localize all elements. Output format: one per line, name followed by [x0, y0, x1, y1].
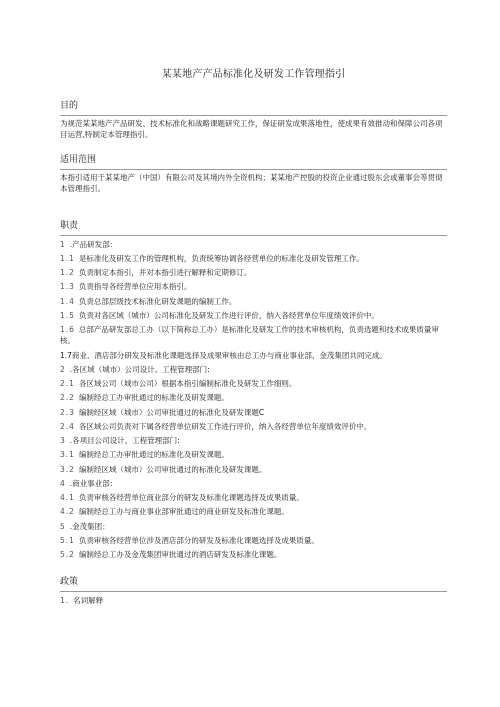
document-title: 某某地产产品标准化及研发工作管理指引 — [161, 69, 346, 80]
purpose-paragraph: 为规范某某地产产品研发、技术标准化和战略课题研究工作，保证研发成果落地性，使成果有效推动和保障公司各项目运营,特制定本管理指引。 — [60, 118, 443, 139]
list-item — [60, 478, 447, 489]
item-number: 4 — [60, 478, 66, 488]
item-text: 负责总部层级技术标准化研发课题的编制工作。 — [78, 296, 237, 306]
list-item — [60, 350, 447, 361]
item-number: 3.2 — [60, 464, 75, 474]
item-number: 1.1 — [60, 253, 75, 263]
item-text: 负责审核各经营单位商业部分的研发及标准化课题选择及成果质量。 — [78, 493, 304, 502]
item-number: 2.1 — [60, 379, 75, 388]
item-number: 1.2 — [60, 268, 75, 277]
section-heading-scope: 适用范围 — [60, 154, 447, 170]
item-number: 2.2 — [60, 393, 75, 403]
item-number: 1.5 — [60, 310, 75, 320]
section-heading-duties: 职责 — [60, 220, 447, 236]
item-number: 2.3 — [60, 407, 75, 417]
item-text: 编制经区域（城市）公司审批通过的标准化及研发课题C — [78, 407, 265, 417]
duties-list — [60, 239, 447, 561]
item-number: 4.2 — [60, 507, 75, 517]
item-text: 1.7商业、酒店部分研发及标准化课题选择及成果审核由总工办与商业事业部、金茂集团共同完成。 — [60, 350, 387, 360]
item-number: 1. — [60, 595, 70, 605]
section-heading-policy: 政策 — [60, 576, 447, 592]
list-item — [60, 296, 447, 307]
item-text: 负责审核各经营单位涉及酒店部分的研发及标准化课题选择及成果质量。 — [78, 535, 319, 545]
item-text: 负责制定本指引，并对本指引进行解释和定期修订。 — [78, 268, 252, 277]
list-item — [60, 392, 447, 403]
item-number: 5.2 — [60, 550, 75, 559]
item-text: 总部产品研发部总工办（以下简称总工办）是标准化及研发工作的技术审核机构，负责选题和技术成果质量审核。 — [60, 325, 439, 346]
item-number: 1.3 — [60, 282, 75, 292]
item-text: 各区域公司（城市公司）根据本指引编制标准化及研发工作细则。 — [78, 379, 297, 388]
list-item — [60, 549, 447, 560]
item-text: 编制经区域（城市）公司审批通过的标准化及研发课题。 — [78, 464, 267, 474]
list-item — [60, 535, 447, 546]
item-text: 负责对各区域（城市）公司标准化及研发工作进行评价，纳入各经营单位年度绩效评价中。 — [78, 310, 379, 320]
item-text: .产品研发部： — [69, 239, 118, 249]
list-item — [60, 435, 447, 446]
list-item — [60, 449, 447, 460]
item-number: 5 — [60, 521, 66, 531]
list-item — [60, 378, 447, 389]
policy-list — [60, 595, 447, 606]
list-item — [60, 267, 447, 278]
list-item — [60, 521, 447, 532]
item-text: 负责指导各经营单位应用本指引。 — [78, 282, 192, 292]
item-number: 3 — [60, 436, 66, 445]
item-text: .各区域（城市）公司设计、工程管理部门: — [69, 364, 210, 374]
item-number: 4.1 — [60, 493, 75, 502]
list-item — [60, 281, 447, 292]
scope-paragraph: 本指引适用于某某地产（中国）有限公司及其境内外全资机构；某某地产控股的投资企业通过股东会或董事会等贯彻本管理指引。 — [60, 172, 443, 193]
item-text: 是标准化及研发工作的管理机构，负责统筹协调各经营单位的标准化及研发管理工作。 — [78, 253, 364, 263]
item-number: 2.4 — [60, 421, 75, 431]
item-number: 3.1 — [60, 450, 75, 460]
item-text: 编制经总工办与商业事业部审批通过的商业研发及标准化课题。 — [78, 507, 289, 517]
item-number: 1.4 — [60, 296, 75, 306]
section-heading-purpose: 目的 — [60, 100, 447, 116]
list-item — [60, 310, 447, 321]
list-item — [60, 421, 447, 432]
list-item — [60, 595, 447, 606]
item-text: 各区域公司负责对下属各经营单位研发工作进行评价，纳入各经营单位年度绩效评价中。 — [78, 421, 372, 431]
list-item — [60, 253, 447, 264]
list-item — [60, 364, 447, 375]
list-item — [60, 506, 447, 517]
item-number: 1 — [60, 239, 66, 249]
item-text: .金茂集团： — [69, 521, 110, 531]
item-text: .商业事业部： — [69, 478, 118, 488]
item-number: 5.1 — [60, 535, 75, 545]
item-number: 1.6 — [60, 325, 75, 334]
item-number: 2 — [60, 364, 66, 374]
list-item — [60, 464, 447, 475]
list-item — [60, 407, 447, 418]
item-text: 编制经总工办审批通过的标准化及研发课题。 — [78, 450, 229, 460]
list-item — [60, 239, 447, 250]
item-text: .各项目公司设计、工程管理部门: — [69, 436, 180, 445]
item-text: 编制经总工办及金茂集团审批通过的酒店研发及标准化课题。 — [78, 550, 282, 559]
list-item — [60, 324, 447, 347]
list-item — [60, 492, 447, 503]
item-text: 编制经总工办审批通过的标准化及研发课题。 — [78, 393, 229, 403]
item-text: 名词解释 — [73, 595, 104, 605]
